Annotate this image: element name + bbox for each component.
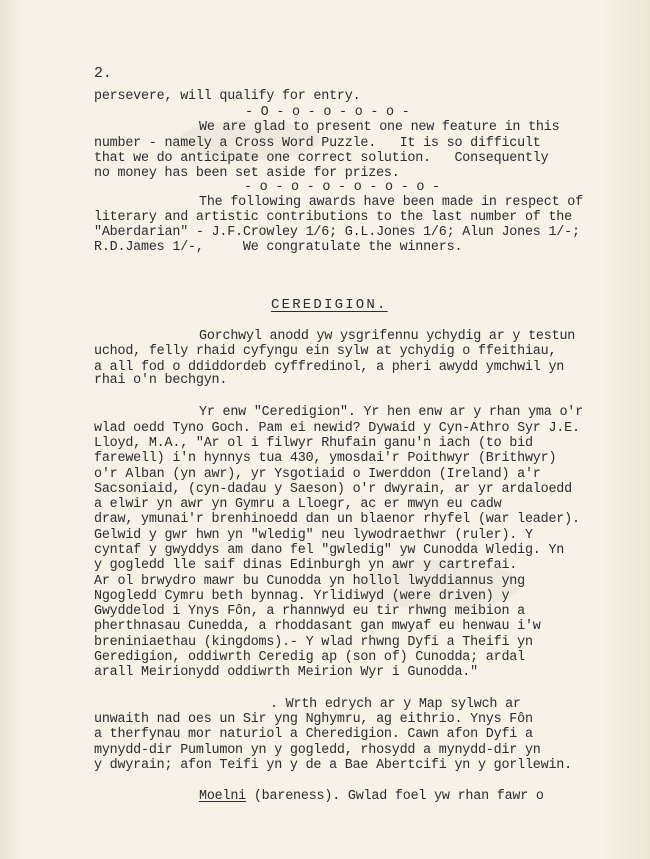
text-line: Ngogledd Cymru beth bynnag. Yrlidiwyd (were driven) y [94,589,510,604]
text-line: rhai o'n bechgyn. [94,373,228,388]
text-line: a elwir yn awr yn Gymru a Lloegr, ac er mwyn eu cadw [94,497,502,512]
section-separator: - O - o - o - o - o - [245,105,410,120]
text-line: . Wrth edrych ar y Map sylwch ar [270,697,521,712]
text-line: Gelwid y gwr hwn yn "wledig" neu lywodraethwr (ruler). Y [94,528,533,543]
text-line: Sacsoniaid, (cyn-dadau y Saeson) o'r dwyrain, ar yr ardaloedd [94,482,572,497]
text-line: Ar ol brwydro mawr bu Cunodda yn hollol lwyddiannus yng [94,574,525,589]
section-separator: - o - o - o - o - o - o - [244,180,440,195]
text-line: a therfynau mor naturiol a Cheredigion. Cawn afon Dyfi a [94,727,533,742]
text-line: that we do anticipate one correct solution. Consequently [94,151,549,166]
text-line: Geredigion, oddiwrth Ceredig ap (son of) Cunodda; ardal [94,650,525,665]
text-line: draw, ymunai'r brenhinoedd dan un blaenor rhyfel (war leader). [94,512,580,527]
text-line: o'r Alban (yn awr), yr Ysgotiaid o Iwerddon (Ireland) a'r [94,467,541,482]
text-line: cyntaf y gwyddys am dano fel "gwledig" yw Cunodda Wledig. Yn [94,543,565,558]
page-number: 2. [94,65,112,82]
text-line: literary and artistic contributions to the last number of the [94,210,572,225]
text-line: unwaith nad oes un Sir yng Nghymru, ag eithrio. Ynys Fôn [94,712,533,727]
text-line: persevere, will qualify for entry. [94,89,361,104]
text-line: mynydd-dir Pumlumon yn y gogledd, rhosydd a mynydd-dir yn [94,743,541,758]
text-line: We are glad to present one new feature in this [199,120,560,135]
text-line: R.D.James 1/-, We congratulate the winners. [94,240,463,255]
underlined-term: Moelni [199,789,247,804]
text-line: Yr enw "Ceredigion". Yr hen enw ar y rhan yma o'r [199,405,583,420]
text-line: farewell) i'n hynnys tua 430, ymosdai'r Poithwyr (Brithwyr) [94,451,557,466]
text-line: Gorchwyl anodd yw ysgrifennu ychydig ar y testun [199,329,576,344]
text-line: no money has been set aside for prizes. [94,166,400,181]
text-run: (bareness). Gwlad foel yw rhan fawr o [246,789,544,804]
text-line: uchod, felly rhaid cyfyngu ein sylw at ychydig o ffeithiau, [94,344,557,359]
text-line: y dwyrain; afon Teifi yn y de a Bae Abertcifi yn y gorllewin. [94,758,572,773]
text-line: arall Meirionydd oddiwrth Meirion Wyr i Gunodda." [94,665,478,680]
article-title: CEREDIGION. [271,297,388,313]
text-line: Gwyddelod i Ynys Fôn, a rhannwyd eu tir rhwng meibion a [94,604,525,619]
text-line: pherthnasau Cunedda, a rhoddasant gan mwyaf eu henwau i'w [94,619,541,634]
text-line: Lloyd, M.A., "Ar ol i filwyr Rhufain ganu'n iach (to bid [94,436,533,451]
text-line: breniniaethau (kingdoms).- Y wlad rhwng Dyfi a Theifi yn [94,635,533,650]
text-line: number - namely a Cross Word Puzzle. It is so difficult [94,136,541,151]
text-line: wlad oedd Tyno Goch. Pam ei newid? Dywaid y Cyn-Athro Syr J.E. [94,421,580,436]
text-line: y gogledd lle saif dinas Edinburgh yn awr y cartrefai. [94,558,518,573]
text-line: a all fod o ddiddordeb cyffredinol, a pheri awydd ymchwil yn [94,360,565,375]
text-line [199,790,544,804]
text-line: The following awards have been made in respect of [199,195,583,210]
text-line: "Aberdarian" - J.F.Crowley 1/6; G.L.Jones 1/6; Alun Jones 1/-; [94,225,580,240]
